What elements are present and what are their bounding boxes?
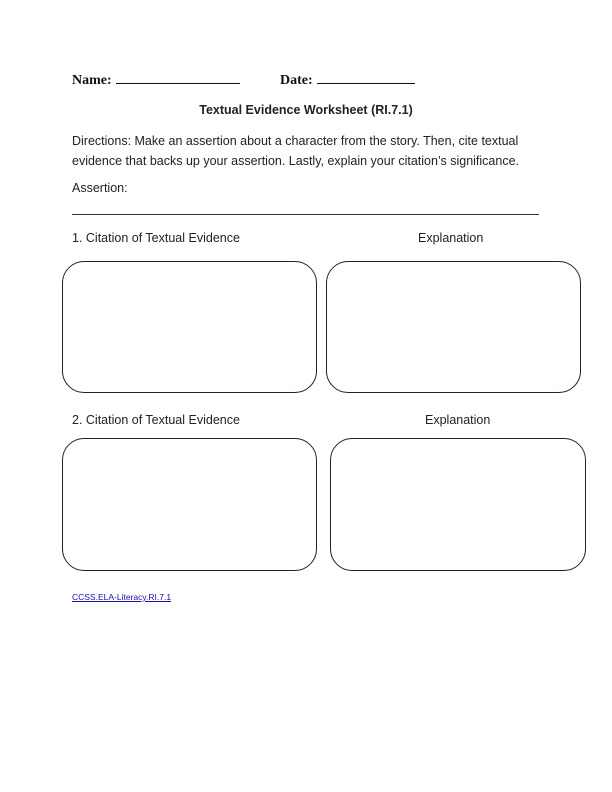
standard-link[interactable]: CCSS.ELA-Literacy.RI.7.1 [72, 592, 172, 602]
name-field[interactable] [72, 71, 240, 89]
citation-1-box[interactable] [62, 261, 317, 393]
directions-text: Directions: Make an assertion about a character from the story. Then, cite textual evidence that backs up your assertion. Lastly, explain your citation’s significance. [72, 134, 520, 168]
date-field[interactable] [280, 71, 415, 89]
assertion-label: Assertion: [72, 181, 128, 195]
citation-2-label: 2. Citation of Textual Evidence [72, 413, 240, 427]
citation-1-label: 1. Citation of Textual Evidence [72, 231, 240, 245]
date-blank-line[interactable] [317, 71, 415, 84]
name-blank-line[interactable] [116, 71, 240, 84]
citation-2-box[interactable] [62, 438, 317, 571]
assertion-blank-line[interactable] [72, 214, 539, 215]
explanation-2-label: Explanation [425, 413, 491, 427]
name-label: Name: [72, 73, 112, 88]
explanation-2-box[interactable] [330, 438, 586, 571]
worksheet-title: Textual Evidence Worksheet (RI.7.1) [199, 103, 413, 117]
explanation-1-label: Explanation [418, 231, 484, 245]
date-label: Date: [280, 73, 313, 88]
explanation-1-box[interactable] [326, 261, 581, 393]
